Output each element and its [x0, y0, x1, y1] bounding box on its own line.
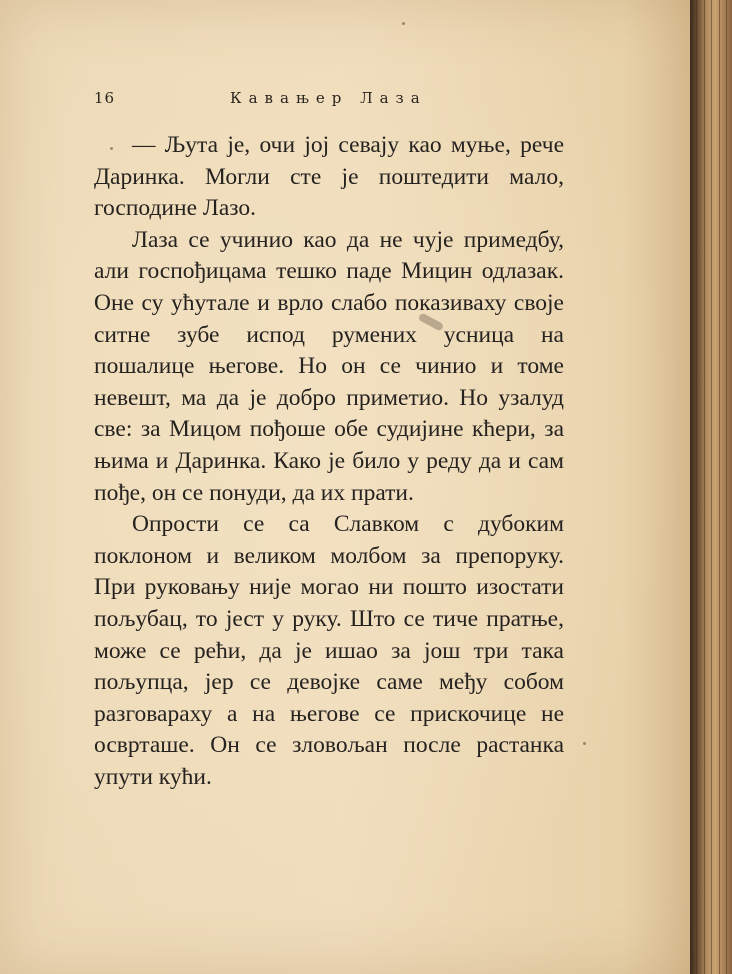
paragraph-2: Лаза се учинио као да не чује примедбу, али госпођицама тешко паде Мицин одлазак. Оне су ућутале и врло слабо показиваху своје ситне зубе испод румених усница на пошалице његове. Но он се чинио и томе невешт, ма да је добро приметио. Но узалуд све: за Мицом пођоше обе судијине кћери, за њима и Даринка. Како је било у реду да и сам пође, он се понуди, да их прати.	[94, 226, 564, 506]
page-number: 16	[94, 89, 116, 107]
page-header	[94, 89, 564, 109]
body-text	[94, 130, 564, 793]
paragraph-3: Опрости се са Славком с дубоким поклоном и великом молбом за препоруку. При руковању није могао ни пошто изостати пољубац, то јест у руку. Што се тиче пратње, може се рећи, да је ишао за још три така пољупца, јер се девојке саме међу собом разговараху а на његове се прискочице не осврташе. Он се зловољан после растанка упути кући.	[94, 511, 564, 790]
paper-speck	[583, 742, 586, 745]
paper-speck	[402, 22, 405, 25]
book-edge	[690, 0, 732, 974]
paragraph-1: — Љута је, очи јој севају као муње, рече Даринка. Могли сте је поштедити мало, господине Лазо.	[94, 132, 564, 222]
running-title: Кавањер Лаза	[230, 89, 427, 107]
paper-speck	[110, 147, 113, 150]
